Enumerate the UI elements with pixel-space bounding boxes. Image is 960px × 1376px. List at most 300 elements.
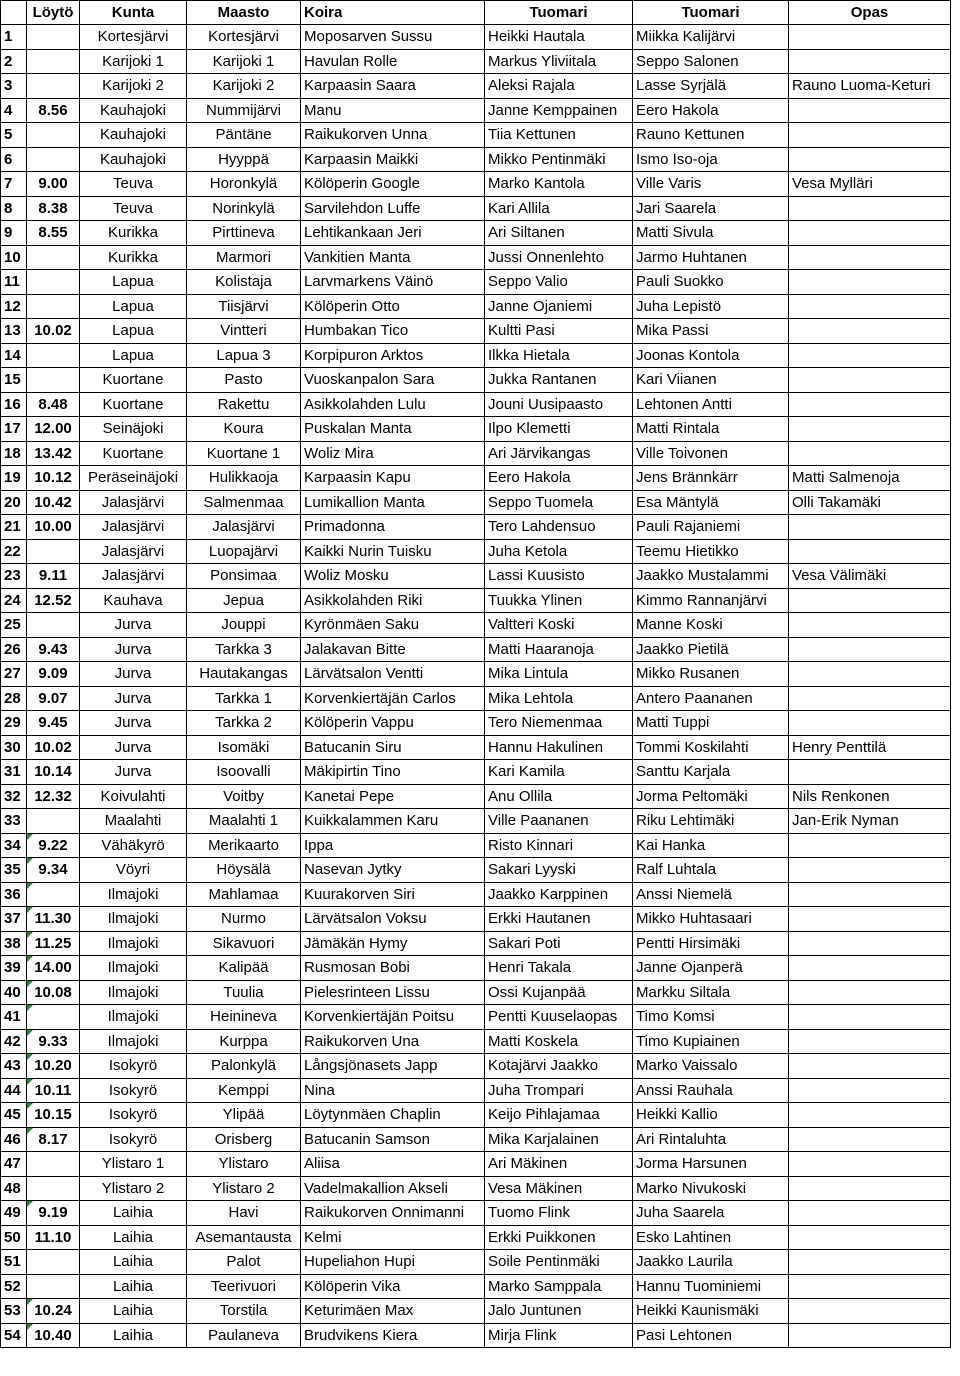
- row-number-cell[interactable]: 2: [1, 49, 27, 74]
- koira-cell[interactable]: Kölöperin Google: [301, 172, 485, 197]
- row-number-cell[interactable]: 48: [1, 1176, 27, 1201]
- tuomari-1-cell[interactable]: Heikki Hautala: [485, 25, 633, 50]
- maasto-cell[interactable]: Ylistaro 2: [187, 1176, 301, 1201]
- maasto-cell[interactable]: Maalahti 1: [187, 809, 301, 834]
- tuomari-1-cell[interactable]: Valtteri Koski: [485, 613, 633, 638]
- opas-cell[interactable]: [789, 25, 951, 50]
- maasto-cell[interactable]: Höysälä: [187, 858, 301, 883]
- kunta-cell[interactable]: Seinäjoki: [80, 417, 187, 442]
- kunta-cell[interactable]: Isokyrö: [80, 1054, 187, 1079]
- maasto-cell[interactable]: Palonkylä: [187, 1054, 301, 1079]
- loyto-cell[interactable]: [27, 1176, 80, 1201]
- opas-cell[interactable]: [789, 417, 951, 442]
- loyto-cell[interactable]: 9.19: [27, 1201, 80, 1226]
- opas-cell[interactable]: [789, 686, 951, 711]
- koira-cell[interactable]: Asikkolahden Lulu: [301, 392, 485, 417]
- opas-cell[interactable]: Nils Renkonen: [789, 784, 951, 809]
- kunta-cell[interactable]: Kuortane: [80, 441, 187, 466]
- tuomari-1-cell[interactable]: Kotajärvi Jaakko: [485, 1054, 633, 1079]
- maasto-cell[interactable]: Torstila: [187, 1299, 301, 1324]
- loyto-cell[interactable]: 9.09: [27, 662, 80, 687]
- koira-cell[interactable]: Kölöperin Vika: [301, 1274, 485, 1299]
- tuomari-2-cell[interactable]: Teemu Hietikko: [633, 539, 789, 564]
- opas-cell[interactable]: [789, 319, 951, 344]
- koira-cell[interactable]: Lärvätsalon Voksu: [301, 907, 485, 932]
- koira-cell[interactable]: Nasevan Jytky: [301, 858, 485, 883]
- row-number-cell[interactable]: 24: [1, 588, 27, 613]
- loyto-cell[interactable]: 10.11: [27, 1078, 80, 1103]
- tuomari-2-cell[interactable]: Pauli Rajaniemi: [633, 515, 789, 540]
- row-number-cell[interactable]: 22: [1, 539, 27, 564]
- koira-cell[interactable]: Karpaasin Saara: [301, 74, 485, 99]
- tuomari-2-cell[interactable]: Ari Rintaluhta: [633, 1127, 789, 1152]
- tuomari-2-cell[interactable]: Seppo Salonen: [633, 49, 789, 74]
- koira-cell[interactable]: Mäkipirtin Tino: [301, 760, 485, 785]
- kunta-cell[interactable]: Jurva: [80, 711, 187, 736]
- kunta-cell[interactable]: Lapua: [80, 319, 187, 344]
- maasto-cell[interactable]: Teerivuori: [187, 1274, 301, 1299]
- tuomari-2-cell[interactable]: Miikka Kalijärvi: [633, 25, 789, 50]
- maasto-cell[interactable]: Norinkylä: [187, 196, 301, 221]
- tuomari-1-cell[interactable]: Ari Mäkinen: [485, 1152, 633, 1177]
- opas-cell[interactable]: [789, 123, 951, 148]
- kunta-cell[interactable]: Jurva: [80, 637, 187, 662]
- loyto-cell[interactable]: 9.11: [27, 564, 80, 589]
- tuomari-2-cell[interactable]: Marko Nivukoski: [633, 1176, 789, 1201]
- kunta-cell[interactable]: Jurva: [80, 662, 187, 687]
- tuomari-1-cell[interactable]: Kari Kamila: [485, 760, 633, 785]
- koira-cell[interactable]: Karpaasin Maikki: [301, 147, 485, 172]
- loyto-cell[interactable]: [27, 1152, 80, 1177]
- kunta-cell[interactable]: Karijoki 1: [80, 49, 187, 74]
- loyto-cell[interactable]: 12.00: [27, 417, 80, 442]
- maasto-cell[interactable]: Tarkka 2: [187, 711, 301, 736]
- tuomari-2-cell[interactable]: Jarmo Huhtanen: [633, 245, 789, 270]
- opas-cell[interactable]: Jan-Erik Nyman: [789, 809, 951, 834]
- tuomari-2-cell[interactable]: Jorma Harsunen: [633, 1152, 789, 1177]
- row-number-cell[interactable]: 17: [1, 417, 27, 442]
- tuomari-1-cell[interactable]: Mika Karjalainen: [485, 1127, 633, 1152]
- tuomari-2-cell[interactable]: Jens Brännkärr: [633, 466, 789, 491]
- maasto-cell[interactable]: Karijoki 1: [187, 49, 301, 74]
- loyto-cell[interactable]: [27, 294, 80, 319]
- kunta-cell[interactable]: Vöyri: [80, 858, 187, 883]
- loyto-cell[interactable]: [27, 809, 80, 834]
- kunta-cell[interactable]: Ilmajoki: [80, 1005, 187, 1030]
- tuomari-2-cell[interactable]: Timo Komsi: [633, 1005, 789, 1030]
- opas-cell[interactable]: [789, 245, 951, 270]
- loyto-cell[interactable]: 11.25: [27, 931, 80, 956]
- tuomari-2-cell[interactable]: Kari Viianen: [633, 368, 789, 393]
- loyto-cell[interactable]: 13.42: [27, 441, 80, 466]
- kunta-cell[interactable]: Teuva: [80, 172, 187, 197]
- kunta-cell[interactable]: Teuva: [80, 196, 187, 221]
- maasto-cell[interactable]: Pasto: [187, 368, 301, 393]
- loyto-cell[interactable]: [27, 539, 80, 564]
- tuomari-2-cell[interactable]: Lasse Syrjälä: [633, 74, 789, 99]
- maasto-cell[interactable]: Ylipää: [187, 1103, 301, 1128]
- tuomari-2-cell[interactable]: Hannu Tuominiemi: [633, 1274, 789, 1299]
- opas-cell[interactable]: [789, 1225, 951, 1250]
- opas-cell[interactable]: [789, 1152, 951, 1177]
- opas-cell[interactable]: [789, 980, 951, 1005]
- tuomari-2-cell[interactable]: Kimmo Rannanjärvi: [633, 588, 789, 613]
- kunta-cell[interactable]: Vähäkyrö: [80, 833, 187, 858]
- tuomari-2-cell[interactable]: Timo Kupiainen: [633, 1029, 789, 1054]
- loyto-cell[interactable]: [27, 1274, 80, 1299]
- kunta-cell[interactable]: Jalasjärvi: [80, 564, 187, 589]
- koira-cell[interactable]: Kölöperin Otto: [301, 294, 485, 319]
- koira-cell[interactable]: Asikkolahden Riki: [301, 588, 485, 613]
- opas-cell[interactable]: [789, 221, 951, 246]
- opas-cell[interactable]: [789, 539, 951, 564]
- row-number-cell[interactable]: 53: [1, 1299, 27, 1324]
- opas-cell[interactable]: [789, 1323, 951, 1348]
- kunta-cell[interactable]: Jurva: [80, 760, 187, 785]
- koira-cell[interactable]: Korvenkiertäjän Poitsu: [301, 1005, 485, 1030]
- maasto-cell[interactable]: Ponsimaa: [187, 564, 301, 589]
- loyto-cell[interactable]: 8.38: [27, 196, 80, 221]
- koira-cell[interactable]: Humbakan Tico: [301, 319, 485, 344]
- koira-cell[interactable]: Korpipuron Arktos: [301, 343, 485, 368]
- opas-cell[interactable]: [789, 1274, 951, 1299]
- koira-cell[interactable]: Kölöperin Vappu: [301, 711, 485, 736]
- maasto-cell[interactable]: Isoovalli: [187, 760, 301, 785]
- loyto-cell[interactable]: 9.43: [27, 637, 80, 662]
- maasto-cell[interactable]: Nurmo: [187, 907, 301, 932]
- koira-cell[interactable]: Kyrönmäen Saku: [301, 613, 485, 638]
- loyto-cell[interactable]: 10.08: [27, 980, 80, 1005]
- maasto-cell[interactable]: Horonkylä: [187, 172, 301, 197]
- koira-cell[interactable]: Keturimäen Max: [301, 1299, 485, 1324]
- maasto-cell[interactable]: Asemantausta: [187, 1225, 301, 1250]
- loyto-cell[interactable]: [27, 245, 80, 270]
- kunta-cell[interactable]: Maalahti: [80, 809, 187, 834]
- kunta-cell[interactable]: Isokyrö: [80, 1078, 187, 1103]
- tuomari-1-cell[interactable]: Seppo Tuomela: [485, 490, 633, 515]
- row-number-cell[interactable]: 15: [1, 368, 27, 393]
- koira-cell[interactable]: Raikukorven Unna: [301, 123, 485, 148]
- tuomari-2-cell[interactable]: Jorma Peltomäki: [633, 784, 789, 809]
- tuomari-2-cell[interactable]: Matti Rintala: [633, 417, 789, 442]
- tuomari-1-cell[interactable]: Ilkka Hietala: [485, 343, 633, 368]
- kunta-cell[interactable]: Kurikka: [80, 221, 187, 246]
- opas-cell[interactable]: Matti Salmenoja: [789, 466, 951, 491]
- row-number-cell[interactable]: 31: [1, 760, 27, 785]
- koira-cell[interactable]: Nina: [301, 1078, 485, 1103]
- tuomari-1-cell[interactable]: Markus Yliviitala: [485, 49, 633, 74]
- kunta-cell[interactable]: Peräseinäjoki: [80, 466, 187, 491]
- kunta-cell[interactable]: Isokyrö: [80, 1127, 187, 1152]
- row-number-cell[interactable]: 9: [1, 221, 27, 246]
- tuomari-2-cell[interactable]: Anssi Rauhala: [633, 1078, 789, 1103]
- row-number-cell[interactable]: 6: [1, 147, 27, 172]
- tuomari-1-cell[interactable]: Pentti Kuuselaopas: [485, 1005, 633, 1030]
- opas-cell[interactable]: [789, 637, 951, 662]
- row-number-cell[interactable]: 14: [1, 343, 27, 368]
- loyto-cell[interactable]: 14.00: [27, 956, 80, 981]
- loyto-cell[interactable]: 8.17: [27, 1127, 80, 1152]
- kunta-cell[interactable]: Ilmajoki: [80, 980, 187, 1005]
- row-number-cell[interactable]: 16: [1, 392, 27, 417]
- header-cell-koira[interactable]: Koira: [301, 1, 485, 25]
- loyto-cell[interactable]: [27, 613, 80, 638]
- maasto-cell[interactable]: Kuortane 1: [187, 441, 301, 466]
- row-number-cell[interactable]: 1: [1, 25, 27, 50]
- loyto-cell[interactable]: 11.30: [27, 907, 80, 932]
- tuomari-2-cell[interactable]: Mika Passi: [633, 319, 789, 344]
- koira-cell[interactable]: Raikukorven Onnimanni: [301, 1201, 485, 1226]
- opas-cell[interactable]: [789, 1005, 951, 1030]
- tuomari-2-cell[interactable]: Juha Saarela: [633, 1201, 789, 1226]
- koira-cell[interactable]: Woliz Mosku: [301, 564, 485, 589]
- row-number-cell[interactable]: 30: [1, 735, 27, 760]
- koira-cell[interactable]: Batucanin Samson: [301, 1127, 485, 1152]
- maasto-cell[interactable]: Kalipää: [187, 956, 301, 981]
- tuomari-2-cell[interactable]: Kai Hanka: [633, 833, 789, 858]
- loyto-cell[interactable]: 9.34: [27, 858, 80, 883]
- loyto-cell[interactable]: [27, 147, 80, 172]
- kunta-cell[interactable]: Kauhajoki: [80, 147, 187, 172]
- maasto-cell[interactable]: Karijoki 2: [187, 74, 301, 99]
- kunta-cell[interactable]: Ylistaro 1: [80, 1152, 187, 1177]
- kunta-cell[interactable]: Jalasjärvi: [80, 490, 187, 515]
- tuomari-1-cell[interactable]: Hannu Hakulinen: [485, 735, 633, 760]
- row-number-cell[interactable]: 25: [1, 613, 27, 638]
- loyto-cell[interactable]: 10.02: [27, 319, 80, 344]
- opas-cell[interactable]: [789, 392, 951, 417]
- opas-cell[interactable]: [789, 98, 951, 123]
- opas-cell[interactable]: [789, 1299, 951, 1324]
- kunta-cell[interactable]: Ilmajoki: [80, 931, 187, 956]
- koira-cell[interactable]: Löytynmäen Chaplin: [301, 1103, 485, 1128]
- tuomari-1-cell[interactable]: Kultti Pasi: [485, 319, 633, 344]
- kunta-cell[interactable]: Ilmajoki: [80, 882, 187, 907]
- loyto-cell[interactable]: [27, 123, 80, 148]
- kunta-cell[interactable]: Kauhajoki: [80, 123, 187, 148]
- row-number-cell[interactable]: 50: [1, 1225, 27, 1250]
- tuomari-1-cell[interactable]: Vesa Mäkinen: [485, 1176, 633, 1201]
- kunta-cell[interactable]: Laihia: [80, 1299, 187, 1324]
- tuomari-2-cell[interactable]: Manne Koski: [633, 613, 789, 638]
- tuomari-2-cell[interactable]: Marko Vaissalo: [633, 1054, 789, 1079]
- maasto-cell[interactable]: Koura: [187, 417, 301, 442]
- opas-cell[interactable]: [789, 1029, 951, 1054]
- kunta-cell[interactable]: Lapua: [80, 294, 187, 319]
- row-number-cell[interactable]: 32: [1, 784, 27, 809]
- opas-cell[interactable]: [789, 1078, 951, 1103]
- row-number-cell[interactable]: 52: [1, 1274, 27, 1299]
- maasto-cell[interactable]: Lapua 3: [187, 343, 301, 368]
- koira-cell[interactable]: Brudvikens Kiera: [301, 1323, 485, 1348]
- loyto-cell[interactable]: [27, 1250, 80, 1275]
- kunta-cell[interactable]: Lapua: [80, 343, 187, 368]
- kunta-cell[interactable]: Kauhajoki: [80, 98, 187, 123]
- loyto-cell[interactable]: 10.02: [27, 735, 80, 760]
- tuomari-2-cell[interactable]: Santtu Karjala: [633, 760, 789, 785]
- maasto-cell[interactable]: Rakettu: [187, 392, 301, 417]
- tuomari-1-cell[interactable]: Jalo Juntunen: [485, 1299, 633, 1324]
- tuomari-1-cell[interactable]: Mikko Pentinmäki: [485, 147, 633, 172]
- maasto-cell[interactable]: Pirttineva: [187, 221, 301, 246]
- koira-cell[interactable]: Kuikkalammen Karu: [301, 809, 485, 834]
- maasto-cell[interactable]: Merikaarto: [187, 833, 301, 858]
- opas-cell[interactable]: [789, 147, 951, 172]
- opas-cell[interactable]: [789, 1201, 951, 1226]
- row-number-cell[interactable]: 11: [1, 270, 27, 295]
- opas-cell[interactable]: [789, 270, 951, 295]
- header-cell-opas[interactable]: Opas: [789, 1, 951, 25]
- koira-cell[interactable]: Manu: [301, 98, 485, 123]
- kunta-cell[interactable]: Isokyrö: [80, 1103, 187, 1128]
- row-number-cell[interactable]: 43: [1, 1054, 27, 1079]
- loyto-cell[interactable]: 9.22: [27, 833, 80, 858]
- loyto-cell[interactable]: [27, 343, 80, 368]
- tuomari-1-cell[interactable]: Jussi Onnenlehto: [485, 245, 633, 270]
- header-cell-index[interactable]: [1, 1, 27, 25]
- tuomari-2-cell[interactable]: Janne Ojanperä: [633, 956, 789, 981]
- loyto-cell[interactable]: [27, 25, 80, 50]
- kunta-cell[interactable]: Ylistaro 2: [80, 1176, 187, 1201]
- kunta-cell[interactable]: Laihia: [80, 1274, 187, 1299]
- kunta-cell[interactable]: Kurikka: [80, 245, 187, 270]
- koira-cell[interactable]: Lumikallion Manta: [301, 490, 485, 515]
- loyto-cell[interactable]: 9.07: [27, 686, 80, 711]
- tuomari-1-cell[interactable]: Erkki Puikkonen: [485, 1225, 633, 1250]
- row-number-cell[interactable]: 44: [1, 1078, 27, 1103]
- row-number-cell[interactable]: 12: [1, 294, 27, 319]
- row-number-cell[interactable]: 13: [1, 319, 27, 344]
- koira-cell[interactable]: Hupeliahon Hupi: [301, 1250, 485, 1275]
- tuomari-2-cell[interactable]: Heikki Kaunismäki: [633, 1299, 789, 1324]
- opas-cell[interactable]: [789, 294, 951, 319]
- koira-cell[interactable]: Pielesrinteen Lissu: [301, 980, 485, 1005]
- tuomari-2-cell[interactable]: Matti Sivula: [633, 221, 789, 246]
- header-cell-tuomari-1[interactable]: Tuomari: [485, 1, 633, 25]
- row-number-cell[interactable]: 27: [1, 662, 27, 687]
- row-number-cell[interactable]: 39: [1, 956, 27, 981]
- tuomari-1-cell[interactable]: Tiia Kettunen: [485, 123, 633, 148]
- maasto-cell[interactable]: Kortesjärvi: [187, 25, 301, 50]
- tuomari-1-cell[interactable]: Mirja Flink: [485, 1323, 633, 1348]
- opas-cell[interactable]: Vesa Välimäki: [789, 564, 951, 589]
- maasto-cell[interactable]: Kolistaja: [187, 270, 301, 295]
- row-number-cell[interactable]: 35: [1, 858, 27, 883]
- koira-cell[interactable]: Rusmosan Bobi: [301, 956, 485, 981]
- loyto-cell[interactable]: 9.00: [27, 172, 80, 197]
- kunta-cell[interactable]: Ilmajoki: [80, 907, 187, 932]
- loyto-cell[interactable]: 10.20: [27, 1054, 80, 1079]
- row-number-cell[interactable]: 10: [1, 245, 27, 270]
- tuomari-2-cell[interactable]: Antero Paananen: [633, 686, 789, 711]
- header-cell-maasto[interactable]: Maasto: [187, 1, 301, 25]
- kunta-cell[interactable]: Jurva: [80, 735, 187, 760]
- row-number-cell[interactable]: 29: [1, 711, 27, 736]
- maasto-cell[interactable]: Luopajärvi: [187, 539, 301, 564]
- tuomari-1-cell[interactable]: Tuomo Flink: [485, 1201, 633, 1226]
- loyto-cell[interactable]: [27, 1005, 80, 1030]
- maasto-cell[interactable]: Marmori: [187, 245, 301, 270]
- loyto-cell[interactable]: [27, 368, 80, 393]
- tuomari-1-cell[interactable]: Matti Haaranoja: [485, 637, 633, 662]
- koira-cell[interactable]: Korvenkiertäjän Carlos: [301, 686, 485, 711]
- tuomari-2-cell[interactable]: Mikko Huhtasaari: [633, 907, 789, 932]
- loyto-cell[interactable]: 10.24: [27, 1299, 80, 1324]
- kunta-cell[interactable]: Laihia: [80, 1250, 187, 1275]
- maasto-cell[interactable]: Hautakangas: [187, 662, 301, 687]
- tuomari-1-cell[interactable]: Juha Ketola: [485, 539, 633, 564]
- opas-cell[interactable]: [789, 882, 951, 907]
- tuomari-1-cell[interactable]: Keijo Pihlajamaa: [485, 1103, 633, 1128]
- kunta-cell[interactable]: Kuortane: [80, 392, 187, 417]
- tuomari-2-cell[interactable]: Tommi Koskilahti: [633, 735, 789, 760]
- kunta-cell[interactable]: Karijoki 2: [80, 74, 187, 99]
- row-number-cell[interactable]: 54: [1, 1323, 27, 1348]
- tuomari-1-cell[interactable]: Sakari Lyyski: [485, 858, 633, 883]
- opas-cell[interactable]: [789, 515, 951, 540]
- koira-cell[interactable]: Kanetai Pepe: [301, 784, 485, 809]
- tuomari-2-cell[interactable]: Rauno Kettunen: [633, 123, 789, 148]
- tuomari-1-cell[interactable]: Tero Niemenmaa: [485, 711, 633, 736]
- opas-cell[interactable]: [789, 956, 951, 981]
- maasto-cell[interactable]: Vintteri: [187, 319, 301, 344]
- opas-cell[interactable]: [789, 1103, 951, 1128]
- row-number-cell[interactable]: 45: [1, 1103, 27, 1128]
- opas-cell[interactable]: Vesa Mylläri: [789, 172, 951, 197]
- koira-cell[interactable]: Puskalan Manta: [301, 417, 485, 442]
- row-number-cell[interactable]: 28: [1, 686, 27, 711]
- tuomari-2-cell[interactable]: Jari Saarela: [633, 196, 789, 221]
- maasto-cell[interactable]: Palot: [187, 1250, 301, 1275]
- kunta-cell[interactable]: Laihia: [80, 1225, 187, 1250]
- row-number-cell[interactable]: 18: [1, 441, 27, 466]
- row-number-cell[interactable]: 51: [1, 1250, 27, 1275]
- opas-cell[interactable]: [789, 931, 951, 956]
- tuomari-1-cell[interactable]: Erkki Hautanen: [485, 907, 633, 932]
- koira-cell[interactable]: Jämäkän Hymy: [301, 931, 485, 956]
- tuomari-2-cell[interactable]: Jaakko Mustalammi: [633, 564, 789, 589]
- maasto-cell[interactable]: Salmenmaa: [187, 490, 301, 515]
- maasto-cell[interactable]: Hyyppä: [187, 147, 301, 172]
- tuomari-2-cell[interactable]: Ville Toivonen: [633, 441, 789, 466]
- maasto-cell[interactable]: Jalasjärvi: [187, 515, 301, 540]
- row-number-cell[interactable]: 8: [1, 196, 27, 221]
- kunta-cell[interactable]: Kortesjärvi: [80, 25, 187, 50]
- maasto-cell[interactable]: Tiisjärvi: [187, 294, 301, 319]
- tuomari-2-cell[interactable]: Ismo Iso-oja: [633, 147, 789, 172]
- tuomari-2-cell[interactable]: Pauli Suokko: [633, 270, 789, 295]
- koira-cell[interactable]: Raikukorven Una: [301, 1029, 485, 1054]
- loyto-cell[interactable]: 11.10: [27, 1225, 80, 1250]
- koira-cell[interactable]: Lärvätsalon Ventti: [301, 662, 485, 687]
- row-number-cell[interactable]: 34: [1, 833, 27, 858]
- row-number-cell[interactable]: 23: [1, 564, 27, 589]
- koira-cell[interactable]: Ippa: [301, 833, 485, 858]
- loyto-cell[interactable]: 10.00: [27, 515, 80, 540]
- maasto-cell[interactable]: Voitby: [187, 784, 301, 809]
- tuomari-2-cell[interactable]: Joonas Kontola: [633, 343, 789, 368]
- opas-cell[interactable]: [789, 343, 951, 368]
- opas-cell[interactable]: [789, 1176, 951, 1201]
- tuomari-2-cell[interactable]: Riku Lehtimäki: [633, 809, 789, 834]
- tuomari-1-cell[interactable]: Soile Pentinmäki: [485, 1250, 633, 1275]
- kunta-cell[interactable]: Koivulahti: [80, 784, 187, 809]
- tuomari-1-cell[interactable]: Jukka Rantanen: [485, 368, 633, 393]
- loyto-cell[interactable]: 8.55: [27, 221, 80, 246]
- row-number-cell[interactable]: 21: [1, 515, 27, 540]
- kunta-cell[interactable]: Jalasjärvi: [80, 539, 187, 564]
- maasto-cell[interactable]: Tuulia: [187, 980, 301, 1005]
